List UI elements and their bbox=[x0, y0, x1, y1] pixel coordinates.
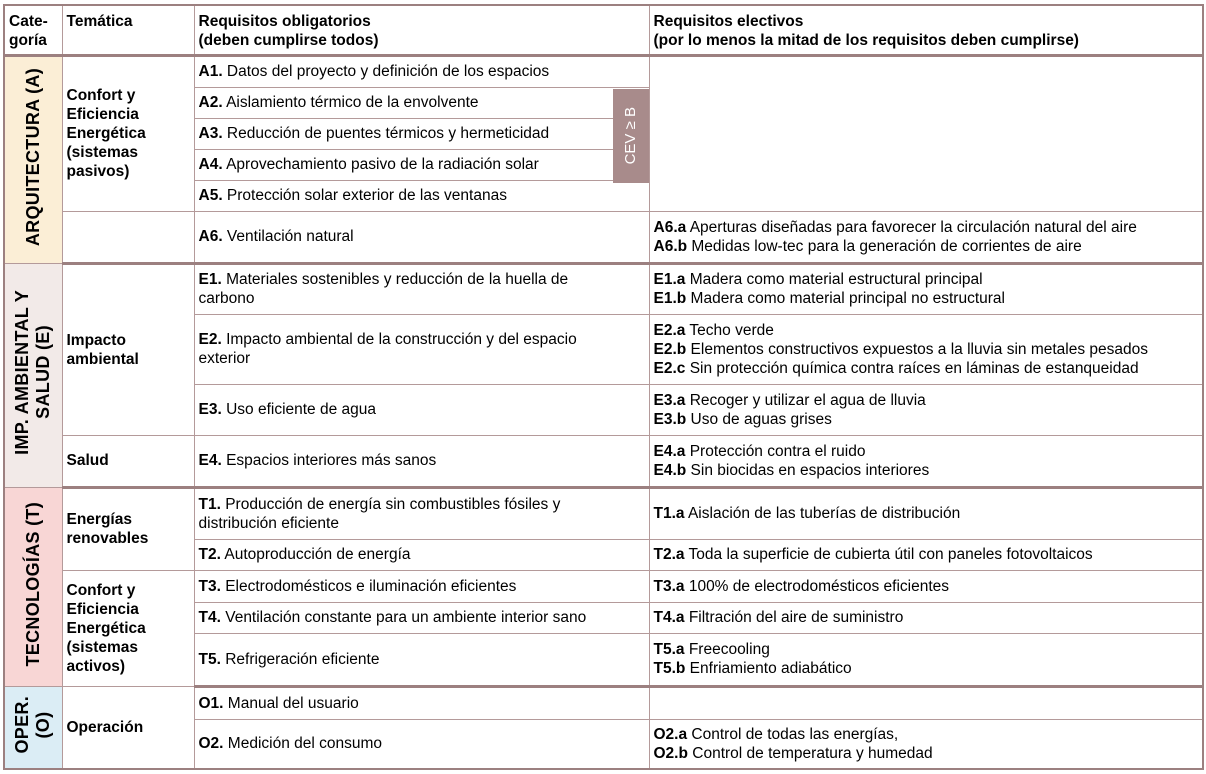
table-row bbox=[4, 263, 1203, 314]
elective-empty-o1 bbox=[649, 686, 1203, 719]
theme-salud: Salud bbox=[62, 435, 194, 487]
req-t1: T1. Producción de energía sin combustibles fósiles y distribución eficiente bbox=[194, 487, 649, 539]
theme-operacion: Operación bbox=[62, 686, 194, 769]
header-obligatorios: Requisitos obligatorios (deben cumplirse todos) bbox=[194, 5, 649, 55]
req-a4: A4. Aprovechamiento pasivo de la radiación solar bbox=[194, 149, 649, 180]
requirements-table bbox=[3, 4, 1204, 770]
req-t5: T5. Refrigeración eficiente bbox=[194, 633, 649, 686]
req-t4: T4. Ventilación constante para un ambiente interior sano bbox=[194, 602, 649, 633]
req-t2: T2. Autoproducción de energía bbox=[194, 539, 649, 570]
header-row bbox=[4, 5, 1203, 55]
elective-e2: E2.a Techo verde E2.b Elementos constructivos expuestos a la lluvia sin metales pesados E2.c Sin protección química contra raíces en láminas de estanqueidad bbox=[649, 314, 1203, 384]
req-e4: E4. Espacios interiores más sanos bbox=[194, 435, 649, 487]
req-o2: O2. Medición del consumo bbox=[194, 719, 649, 769]
req-e2: E2. Impacto ambiental de la construcción y del espacio exterior bbox=[194, 314, 649, 384]
req-a6: A6. Ventilación natural bbox=[194, 211, 649, 263]
theme-impacto: Impacto ambiental bbox=[62, 263, 194, 435]
elective-t4: T4.a Filtración del aire de suministro bbox=[649, 602, 1203, 633]
table-row bbox=[4, 435, 1203, 487]
elective-e3: E3.a Recoger y utilizar el agua de lluvia E3.b Uso de aguas grises bbox=[649, 384, 1203, 435]
table-row bbox=[4, 211, 1203, 263]
category-ambiental-salud: IMP. AMBIENTAL Y SALUD (E) bbox=[4, 263, 62, 487]
elective-t2: T2.a Toda la superficie de cubierta útil con paneles fotovoltaicos bbox=[649, 539, 1203, 570]
elective-empty-a bbox=[649, 55, 1203, 211]
table-row bbox=[4, 686, 1203, 719]
category-arquitectura: ARQUITECTURA (A) bbox=[4, 55, 62, 263]
req-a1: A1. Datos del proyecto y definición de los espacios CEV ≥ B bbox=[194, 55, 649, 87]
theme-confort-activos: Confort y Eficiencia Energética (sistemas activos) bbox=[62, 570, 194, 686]
table-row bbox=[4, 55, 1203, 87]
elective-a6: A6.a Aperturas diseñadas para favorecer la circulación natural del aire A6.b Medidas low-tec para la generación de corrientes de aire bbox=[649, 211, 1203, 263]
elective-e1: E1.a Madera como material estructural principal E1.b Madera como material principal no estructural bbox=[649, 263, 1203, 314]
header-tematica: Temática bbox=[62, 5, 194, 55]
elective-t5: T5.a Freecooling T5.b Enfriamiento adiabático bbox=[649, 633, 1203, 686]
cev-badge: CEV ≥ B bbox=[613, 89, 649, 183]
elective-t3: T3.a 100% de electrodomésticos eficientes bbox=[649, 570, 1203, 602]
req-a2: A2. Aislamiento térmico de la envolvente bbox=[194, 87, 649, 118]
req-t3: T3. Electrodomésticos e iluminación eficientes bbox=[194, 570, 649, 602]
table-row bbox=[4, 487, 1203, 539]
elective-t1: T1.a Aislación de las tuberías de distribución bbox=[649, 487, 1203, 539]
theme-energias: Energías renovables bbox=[62, 487, 194, 570]
theme-empty-a6 bbox=[62, 211, 194, 263]
theme-confort-pasivos: Confort y Eficiencia Energética (sistemas pasivos) bbox=[62, 55, 194, 211]
header-categoria: Cate- goría bbox=[4, 5, 62, 55]
table-row bbox=[4, 570, 1203, 602]
req-e1: E1. Materiales sostenibles y reducción de la huella de carbono bbox=[194, 263, 649, 314]
req-a5: A5. Protección solar exterior de las ventanas bbox=[194, 180, 649, 211]
req-o1: O1. Manual del usuario bbox=[194, 686, 649, 719]
header-electivos: Requisitos electivos (por lo menos la mitad de los requisitos deben cumplirse) bbox=[649, 5, 1203, 55]
category-tecnologias: TECNOLOGÍAS (T) bbox=[4, 487, 62, 686]
elective-e4: E4.a Protección contra el ruido E4.b Sin biocidas en espacios interiores bbox=[649, 435, 1203, 487]
req-e3: E3. Uso eficiente de agua bbox=[194, 384, 649, 435]
category-operacion: OPER. (O) bbox=[4, 686, 62, 769]
req-a3: A3. Reducción de puentes térmicos y hermeticidad bbox=[194, 118, 649, 149]
elective-o2: O2.a Control de todas las energías, O2.b Control de temperatura y humedad bbox=[649, 719, 1203, 769]
